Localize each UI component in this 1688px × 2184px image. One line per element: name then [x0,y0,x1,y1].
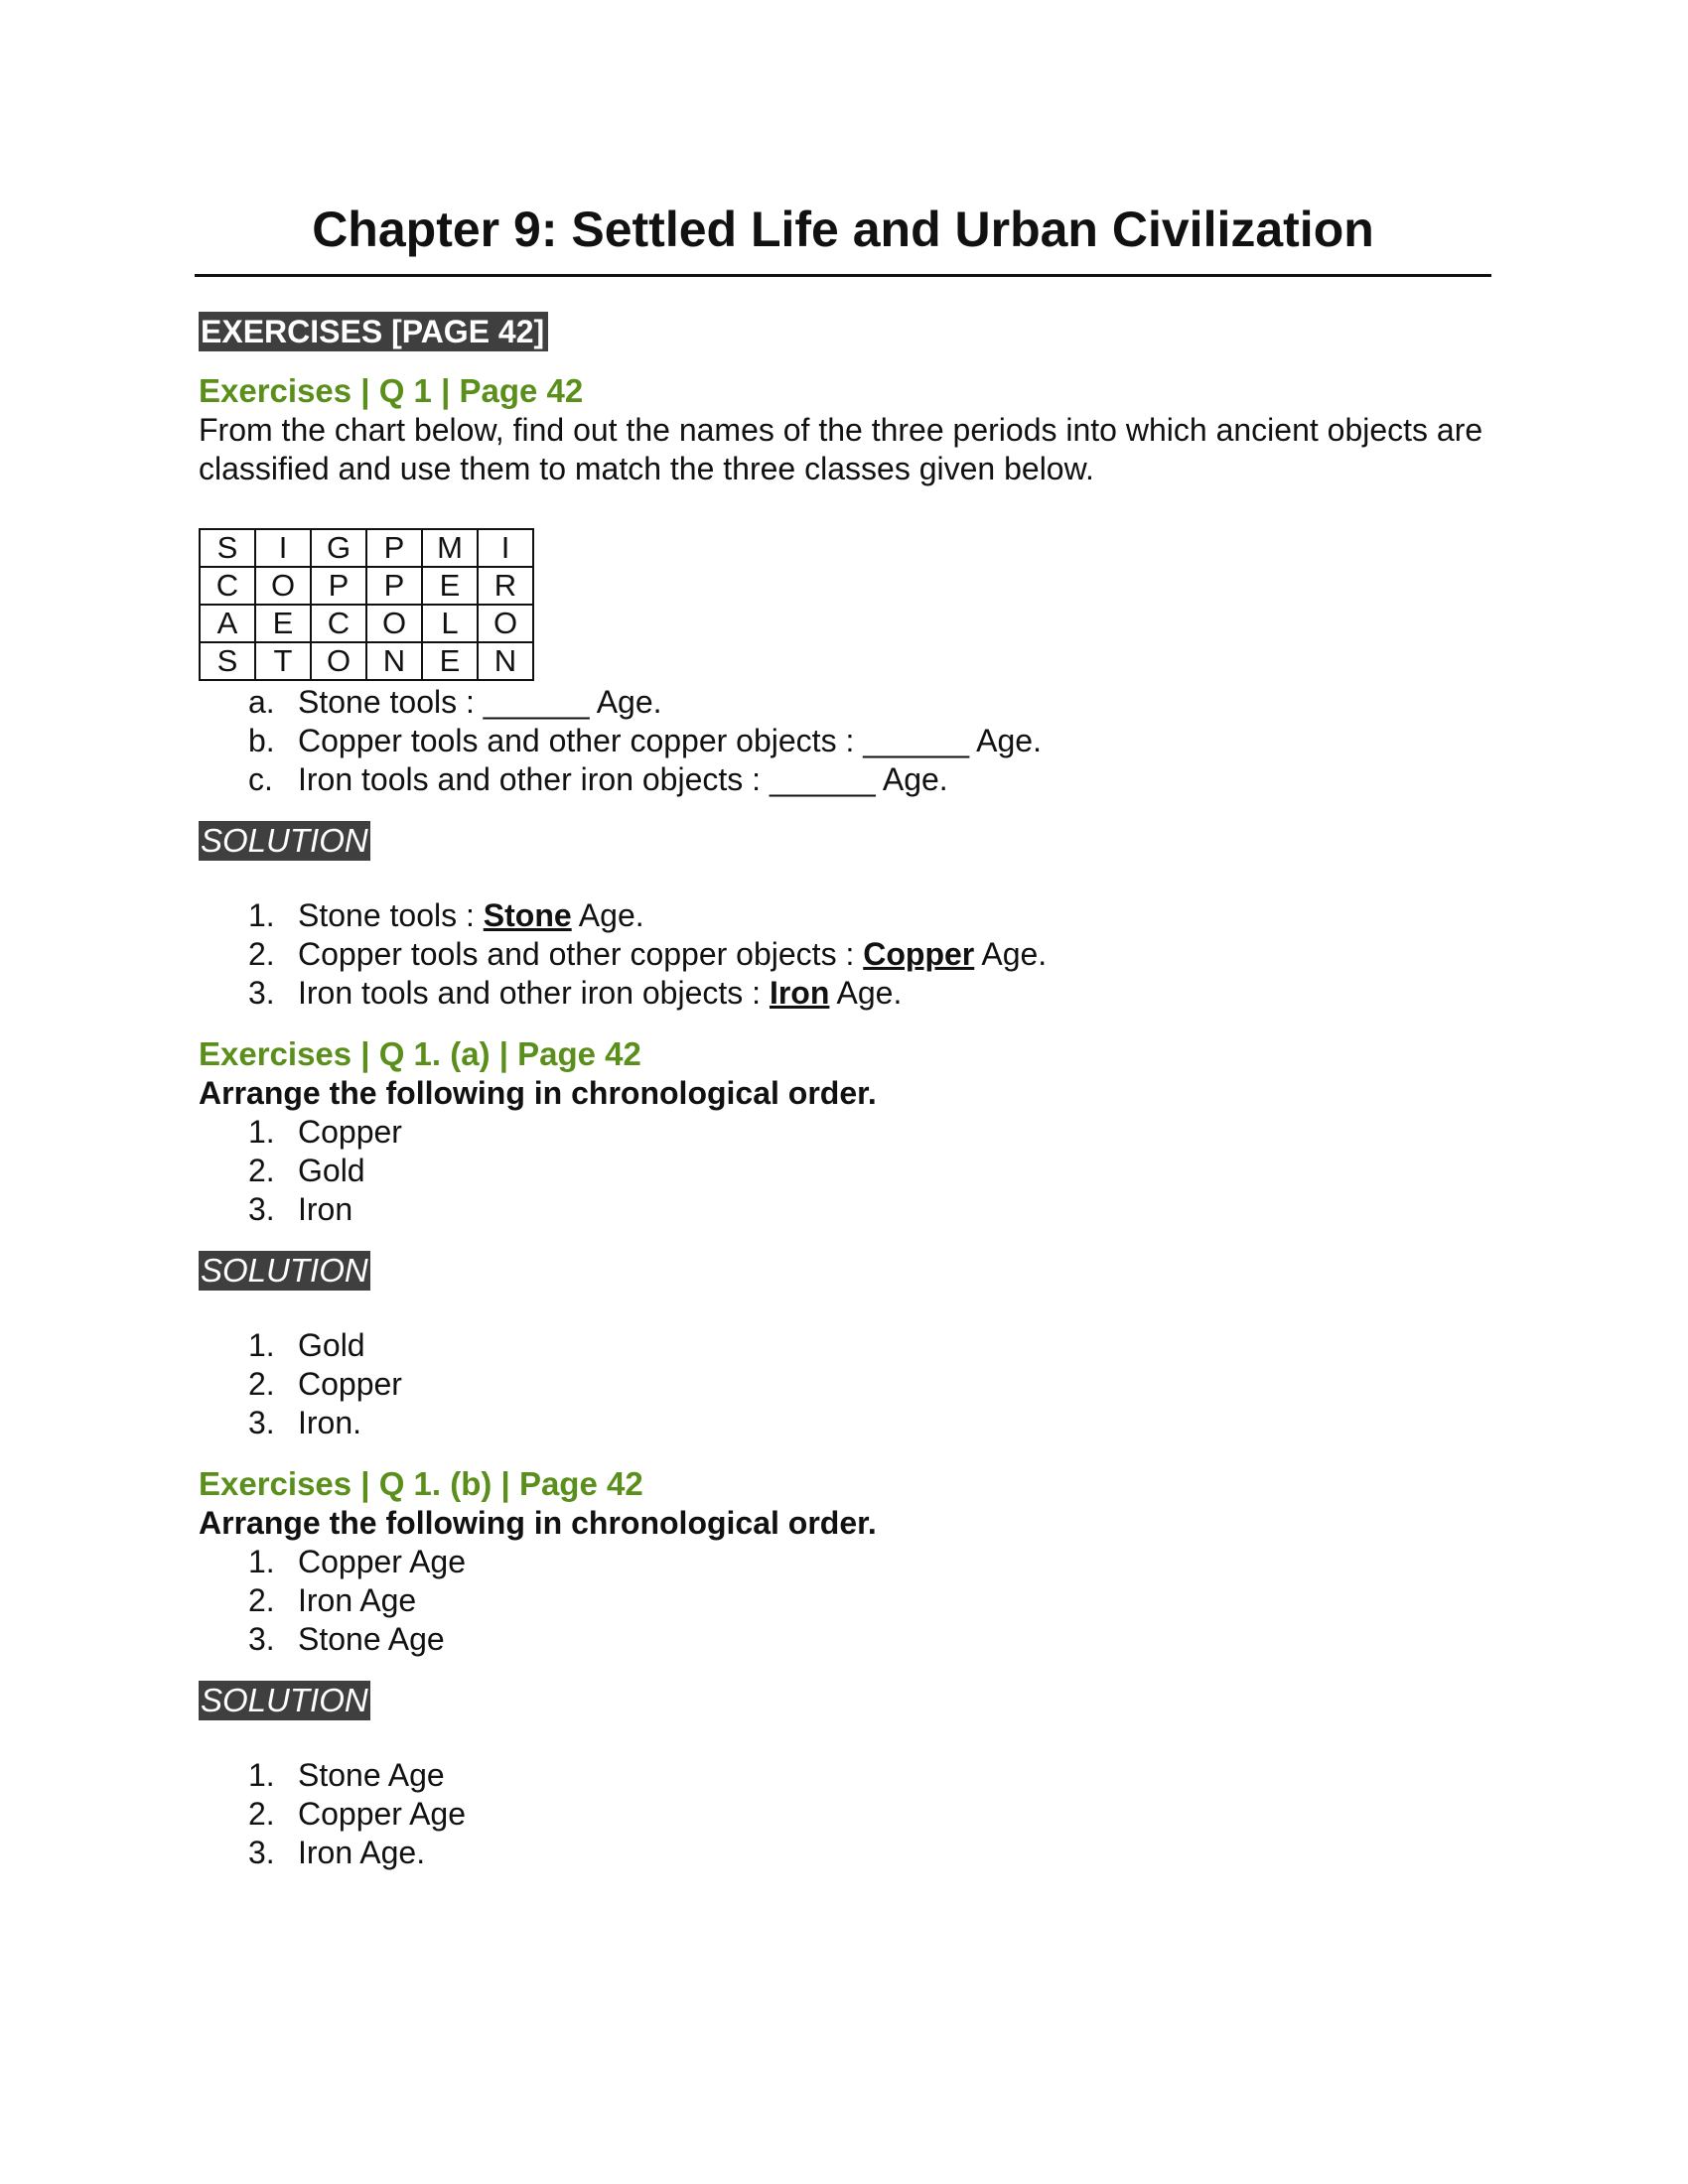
question-1-heading: Exercises | Q 1 | Page 42 [199,372,584,409]
list-item-text: Iron. [298,1405,362,1440]
grid-cell: G [311,529,366,567]
grid-row [200,642,533,680]
spacer [199,1291,1489,1326]
question-1b-items [199,1543,1489,1659]
answer-suffix: Age. [829,975,903,1011]
list-item-text: Iron [298,1191,353,1227]
list-item-text: Stone tools : ______ Age. [298,684,662,720]
list-item [199,722,1489,760]
grid-cell: C [200,567,255,605]
list-item-text: Gold [298,1153,365,1188]
list-marker: 3. [248,1191,275,1227]
grid-cell: N [366,642,422,680]
list-item-text: Iron Age [298,1582,417,1618]
solution-label: SOLUTION [201,1252,368,1289]
list-item-text: Gold [298,1327,365,1363]
answer-text: Stone [483,897,572,933]
spacer [199,1720,1489,1756]
grid-cell: C [311,605,366,642]
list-marker: c. [248,761,273,797]
question-1 [199,371,1489,1013]
list-marker: 3. [248,1405,275,1440]
list-item-text: Stone Age [298,1757,445,1793]
list-marker: 3. [248,1835,275,1870]
list-item-text: Stone Age [298,1621,445,1657]
list-item-text: Copper [298,1366,402,1402]
list-marker: a. [248,684,275,720]
list-marker: 1. [248,1327,275,1363]
list-marker: 3. [248,975,275,1011]
spacer [199,799,1489,821]
content [199,312,1489,1872]
list-item-text: Copper Age [298,1796,467,1832]
spacer [199,861,1489,896]
question-1b-heading: Exercises | Q 1. (b) | Page 42 [199,1465,643,1502]
question-1a-text: Arrange the following in chronological order. [199,1075,877,1111]
grid-cell: P [366,529,422,567]
solution-label: SOLUTION [201,822,368,859]
list-marker: 2. [248,1582,275,1618]
grid-row [200,567,533,605]
list-marker: 1. [248,1114,275,1150]
spacer [199,1013,1489,1034]
answer-suffix: Age. [974,936,1048,972]
spacer [199,1442,1489,1464]
question-1b-solution [199,1756,1489,1872]
list-marker: 2. [248,1796,275,1832]
grid-cell: P [311,567,366,605]
title-divider [195,274,1491,277]
list-item [199,1113,1489,1152]
question-1-text: From the chart below, find out the names of the three periods into which ancient objects are classified and use them to match the three classes given below. [199,412,1483,486]
grid-row [200,529,533,567]
question-1-solution [199,896,1489,1013]
page-title: Chapter 9: Settled Life and Urban Civilization [312,202,1374,257]
grid-cell: E [255,605,311,642]
grid-cell: N [478,642,533,680]
list-item-text: Copper Age [298,1544,467,1579]
letter-grid [199,528,534,681]
answer-text: Iron [769,975,830,1011]
list-item [199,1581,1489,1620]
list-item-text: Copper [298,1114,402,1150]
grid-cell: O [366,605,422,642]
grid-cell: L [422,605,478,642]
grid-cell: O [311,642,366,680]
grid-cell: O [478,605,533,642]
list-item [199,1365,1489,1404]
list-item-text: Copper tools and other copper objects : ______ Age. [298,723,1042,758]
spacer [199,1229,1489,1251]
grid-cell: I [478,529,533,567]
question-1-items [199,683,1489,799]
grid-cell: R [478,567,533,605]
list-item [199,935,1489,974]
question-1b-text: Arrange the following in chronological order. [199,1505,877,1541]
list-marker: 1. [248,1544,275,1579]
list-item [199,896,1489,935]
list-item-text: Iron Age. [298,1835,426,1870]
list-item [199,1404,1489,1442]
grid-row [200,605,533,642]
list-item-text: Iron tools and other iron objects : ______ Age. [298,761,948,797]
list-item [199,1152,1489,1190]
question-1b [199,1464,1489,1872]
list-marker: 2. [248,1366,275,1402]
question-1a-items [199,1113,1489,1229]
answer-prefix: Copper tools and other copper objects : [298,936,864,972]
grid-cell: I [255,529,311,567]
grid-cell: M [422,529,478,567]
list-item [199,1756,1489,1795]
grid-cell: S [200,642,255,680]
question-1a-heading: Exercises | Q 1. (a) | Page 42 [199,1035,641,1072]
list-item [199,1326,1489,1365]
question-1a [199,1034,1489,1442]
list-item [199,1620,1489,1659]
list-marker: 2. [248,936,275,972]
grid-cell: O [255,567,311,605]
answer-prefix: Stone tools : [298,897,484,933]
answer-suffix: Age. [571,897,644,933]
list-item [199,1834,1489,1872]
grid-cell: T [255,642,311,680]
grid-cell: E [422,642,478,680]
list-marker: 2. [248,1153,275,1188]
list-item [199,760,1489,799]
list-marker: 3. [248,1621,275,1657]
list-marker: b. [248,723,275,758]
list-item [199,1190,1489,1229]
list-item [199,1795,1489,1834]
grid-cell: P [366,567,422,605]
list-item [199,1543,1489,1581]
grid-cell: A [200,605,255,642]
answer-prefix: Iron tools and other iron objects : [298,975,770,1011]
list-item [199,974,1489,1013]
list-marker: 1. [248,1757,275,1793]
question-1a-solution [199,1326,1489,1442]
grid-cell: S [200,529,255,567]
list-item [199,683,1489,722]
answer-text: Copper [863,936,975,972]
grid-cell: E [422,567,478,605]
list-marker: 1. [248,897,275,933]
solution-label: SOLUTION [201,1682,368,1718]
spacer [199,1659,1489,1681]
exercises-banner: EXERCISES [PAGE 42] [199,312,548,351]
